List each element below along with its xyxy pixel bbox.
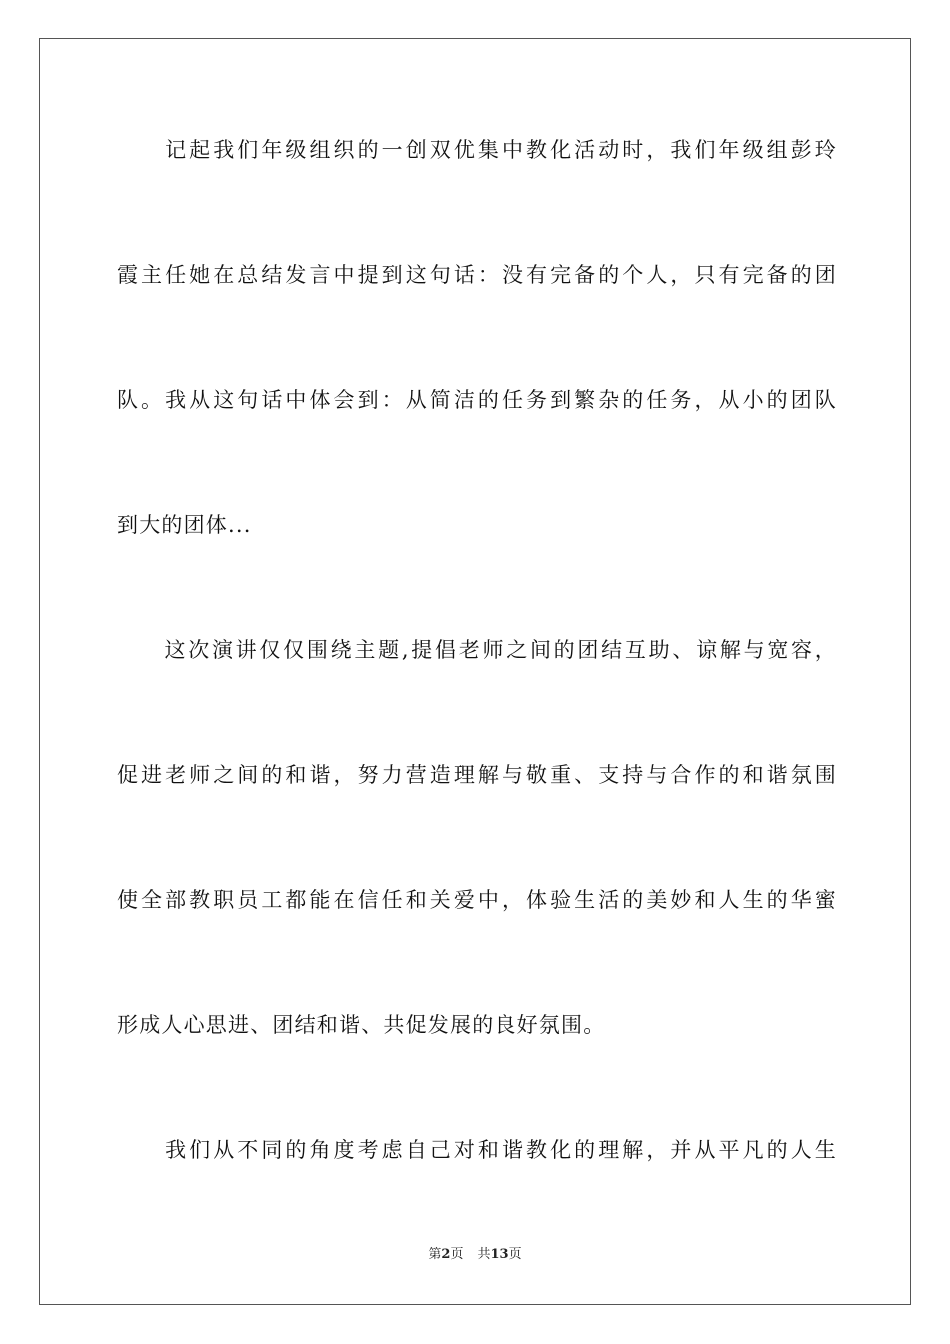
text-line-8: 形成人心思进、团结和谐、共促发展的良好氛围。 [117,1013,606,1037]
text-line-2: 霞主任她在总结发言中提到这句话：没有完备的个人，只有完备的团 [117,263,837,287]
page-footer [0,1246,950,1264]
text-line-4: 到大的团体... [117,513,252,537]
text-line-1: 记起我们年级组织的一创双优集中教化活动时，我们年级组彭玲 [117,138,837,162]
text-line-6: 促进老师之间的和谐，努力营造理解与敬重、支持与合作的和谐氛围 [117,763,837,787]
text-line-3: 队。我从这句话中体会到：从简洁的任务到繁杂的任务，从小的团队 [117,388,837,412]
footer-total-suffix: 页 [508,1247,522,1262]
footer-total-prefix: 共 [477,1247,491,1262]
footer-page-suffix: 页 [450,1247,464,1262]
text-line-7: 使全部教职员工都能在信任和关爱中，体验生活的美妙和人生的华蜜 [117,888,837,912]
page-frame [39,38,911,1305]
text-line-9: 我们从不同的角度考虑自己对和谐教化的理解，并从平凡的人生 [117,1138,837,1162]
footer-page-number: 2 [441,1247,451,1262]
text-line-5: 这次演讲仅仅围绕主题,提倡老师之间的团结互助、谅解与宽容， [117,638,837,662]
footer-total-number: 13 [490,1247,509,1262]
footer-page-prefix: 第 [428,1247,442,1262]
